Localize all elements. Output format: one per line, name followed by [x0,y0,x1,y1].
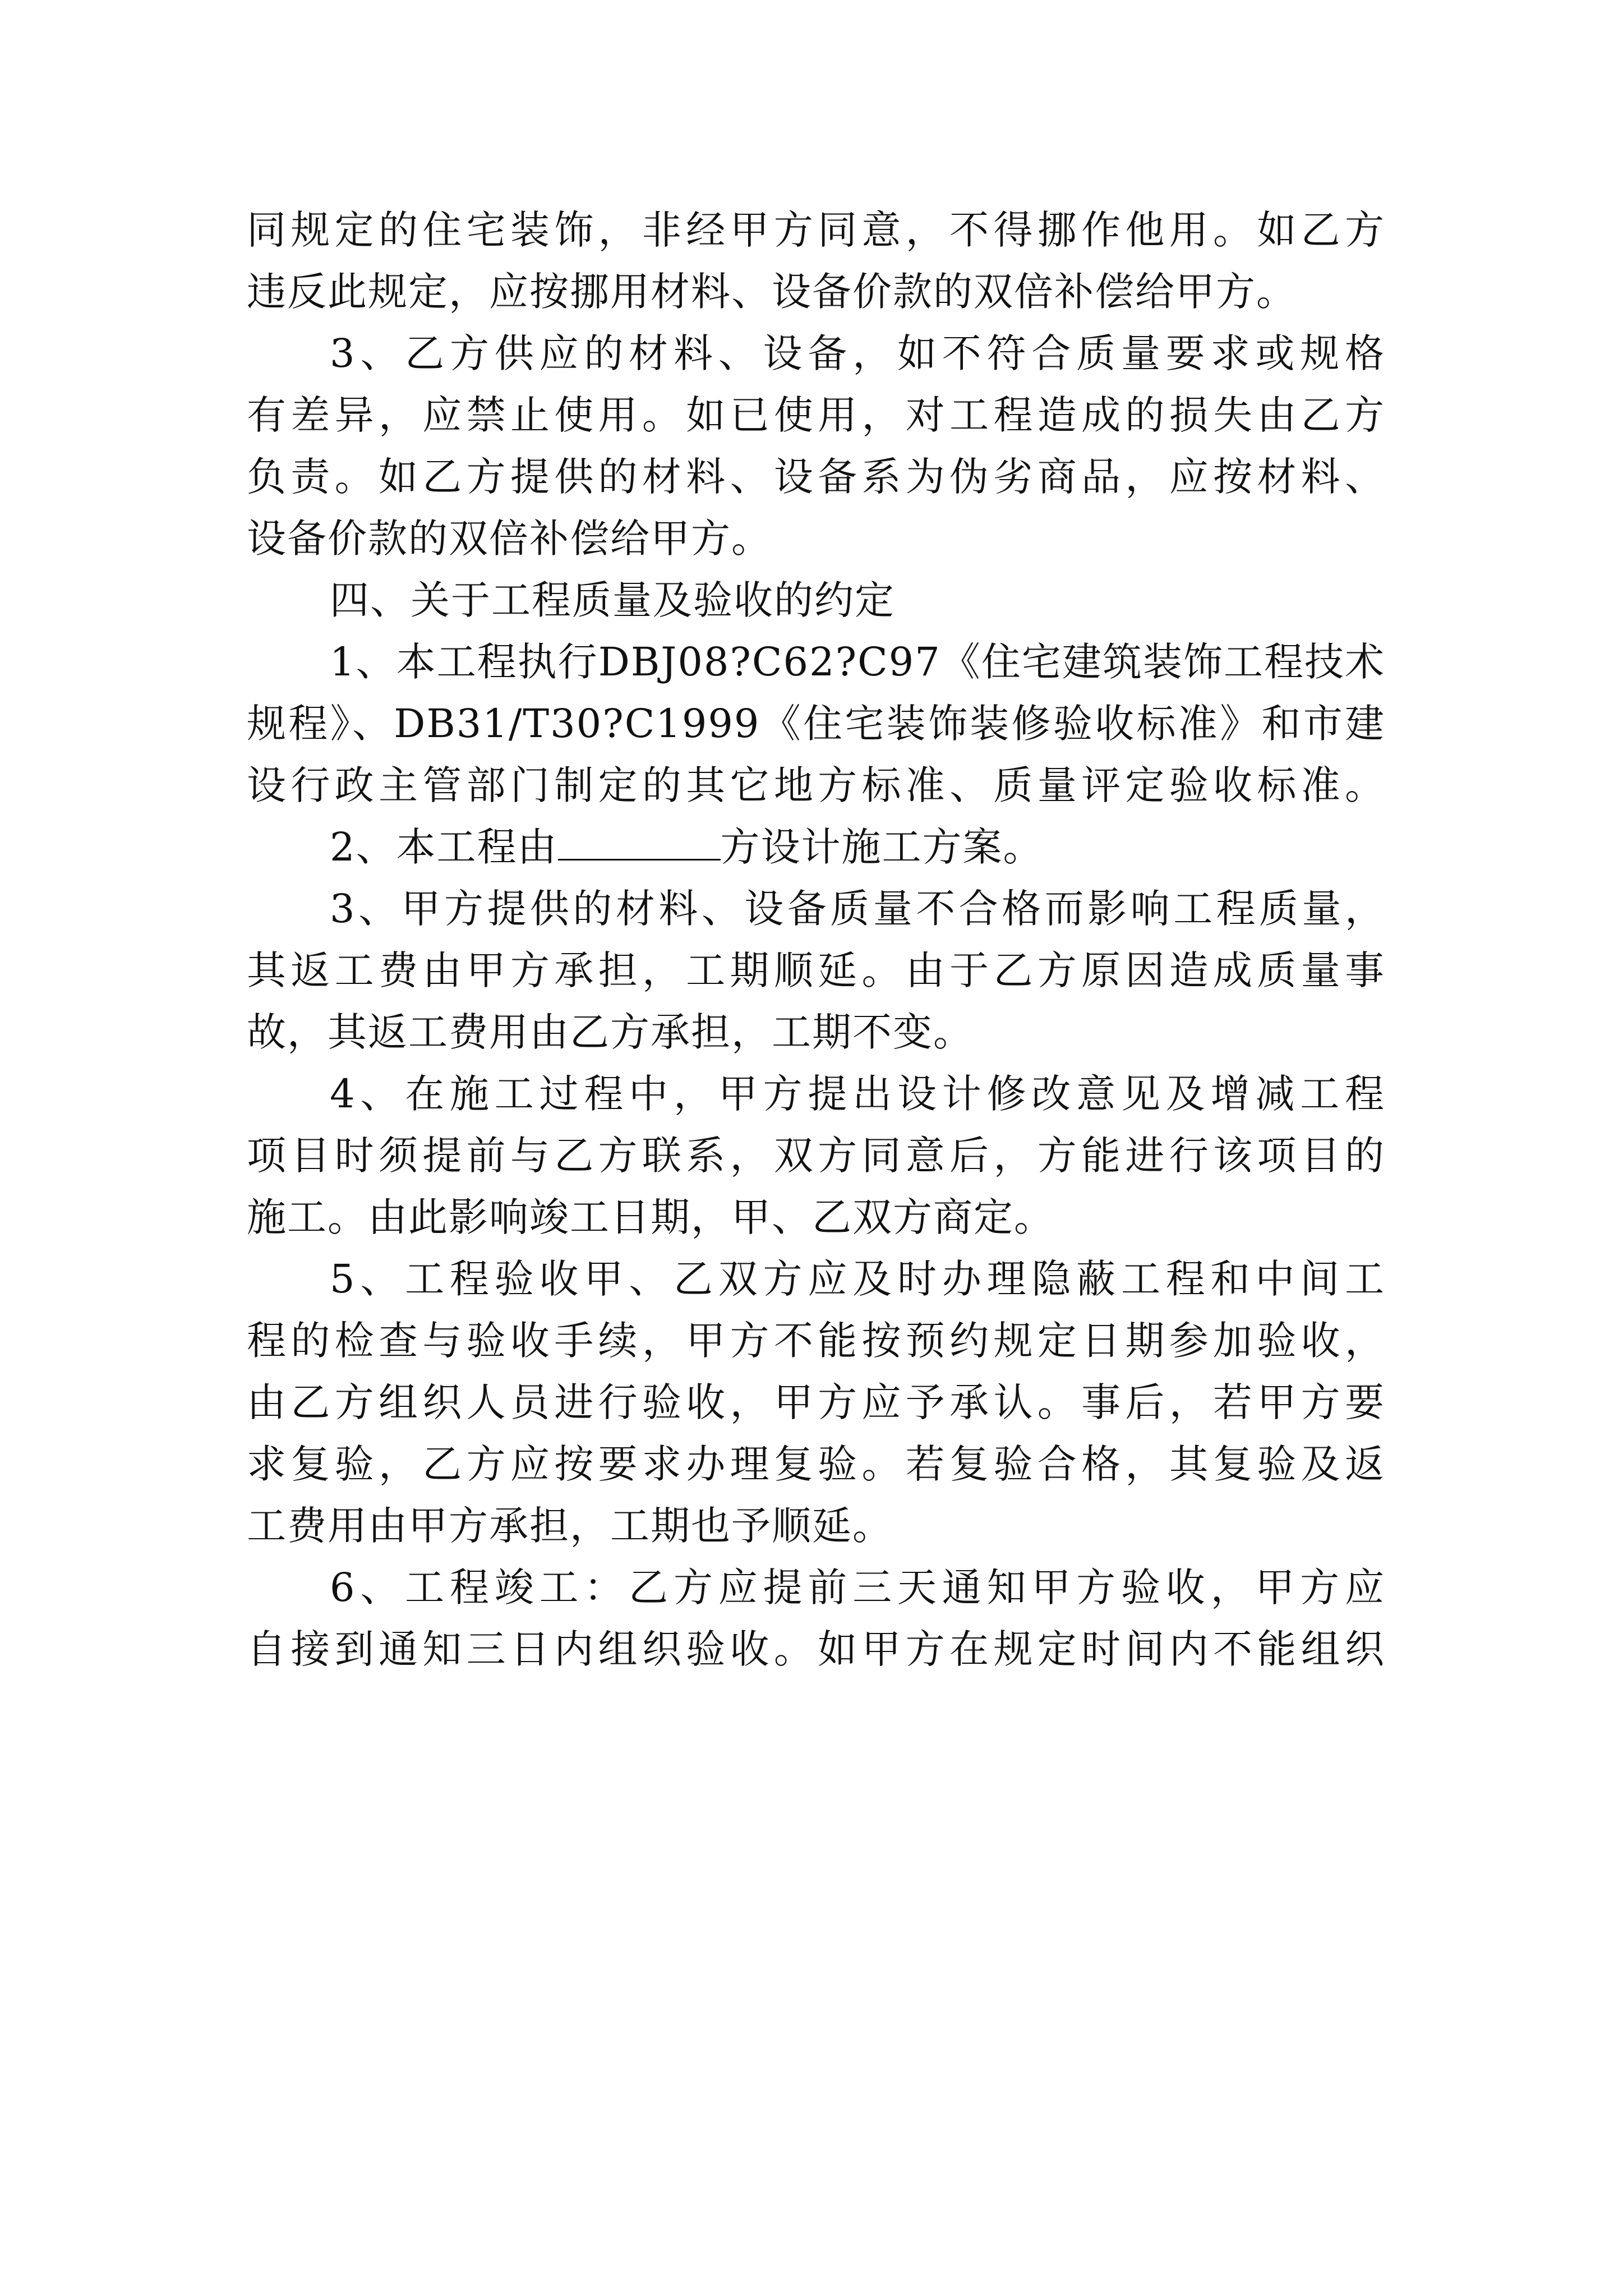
text-line: 设行政主管部门制定的其它地方标准、质量评定验收标准。 [247,762,1385,808]
text-line: 6、工程竣工：乙方应提前三天通知甲方验收，甲方应 [330,1565,1385,1611]
text-line: 自接到通知三日内组织验收。如甲方在规定时间内不能组织 [247,1626,1385,1672]
text-line: 故，其返工费用由乙方承担，工期不变。 [247,1009,974,1055]
section-heading: 四、关于工程质量及验收的约定 [330,577,895,623]
text-line: 施工。由此影响竣工日期，甲、乙双方商定。 [247,1194,1054,1240]
text-line: 工费用由甲方承担，工期也予顺延。 [247,1503,893,1549]
text-segment: 方设计施工方案。 [720,824,1044,870]
text-line: 求复验，乙方应按要求办理复验。若复验合格，其复验及返 [247,1441,1385,1487]
text-line: 5、工程验收甲、乙双方应及时办理隐蔽工程和中间工 [330,1256,1385,1302]
text-line: 由乙方组织人员进行验收，甲方应予承认。事后，若甲方要 [247,1379,1385,1425]
text-line: 设备价款的双倍补偿给甲方。 [247,516,772,562]
text-line: 规程》、DB31/T30?C1999《住宅装饰装修验收标准》和市建 [247,701,1385,747]
fill-in-blank [558,823,721,861]
text-line: 程的检查与验收手续，甲方不能按预约规定日期参加验收， [247,1318,1385,1364]
text-line: 项目时须提前与乙方联系，双方同意后，方能进行该项目的 [247,1133,1385,1179]
text-line: 负责。如乙方提供的材料、设备系为伪劣商品，应按材料、 [247,454,1385,500]
text-line: 同规定的住宅装饰，非经甲方同意，不得挪作他用。如乙方 [247,207,1385,253]
text-segment: 2、本工程由 [330,824,558,870]
document-page [247,199,1385,1680]
text-line: 3、乙方供应的材料、设备，如不符合质量要求或规格 [330,330,1385,376]
text-line: 其返工费由甲方承担，工期顺延。由于乙方原因造成质量事 [247,947,1385,993]
text-line: 有差异，应禁止使用。如已使用，对工程造成的损失由乙方 [247,392,1385,438]
text-line: 4、在施工过程中，甲方提出设计修改意见及增减工程 [330,1071,1385,1117]
text-line-with-blank [247,816,1385,878]
text-line: 3、甲方提供的材料、设备质量不合格而影响工程质量， [330,886,1385,932]
text-line: 违反此规定，应按挪用材料、设备价款的双倍补偿给甲方。 [247,269,1297,315]
text-line: 1、本工程执行DBJ08?C62?C97《住宅建筑装饰工程技术 [330,639,1385,685]
